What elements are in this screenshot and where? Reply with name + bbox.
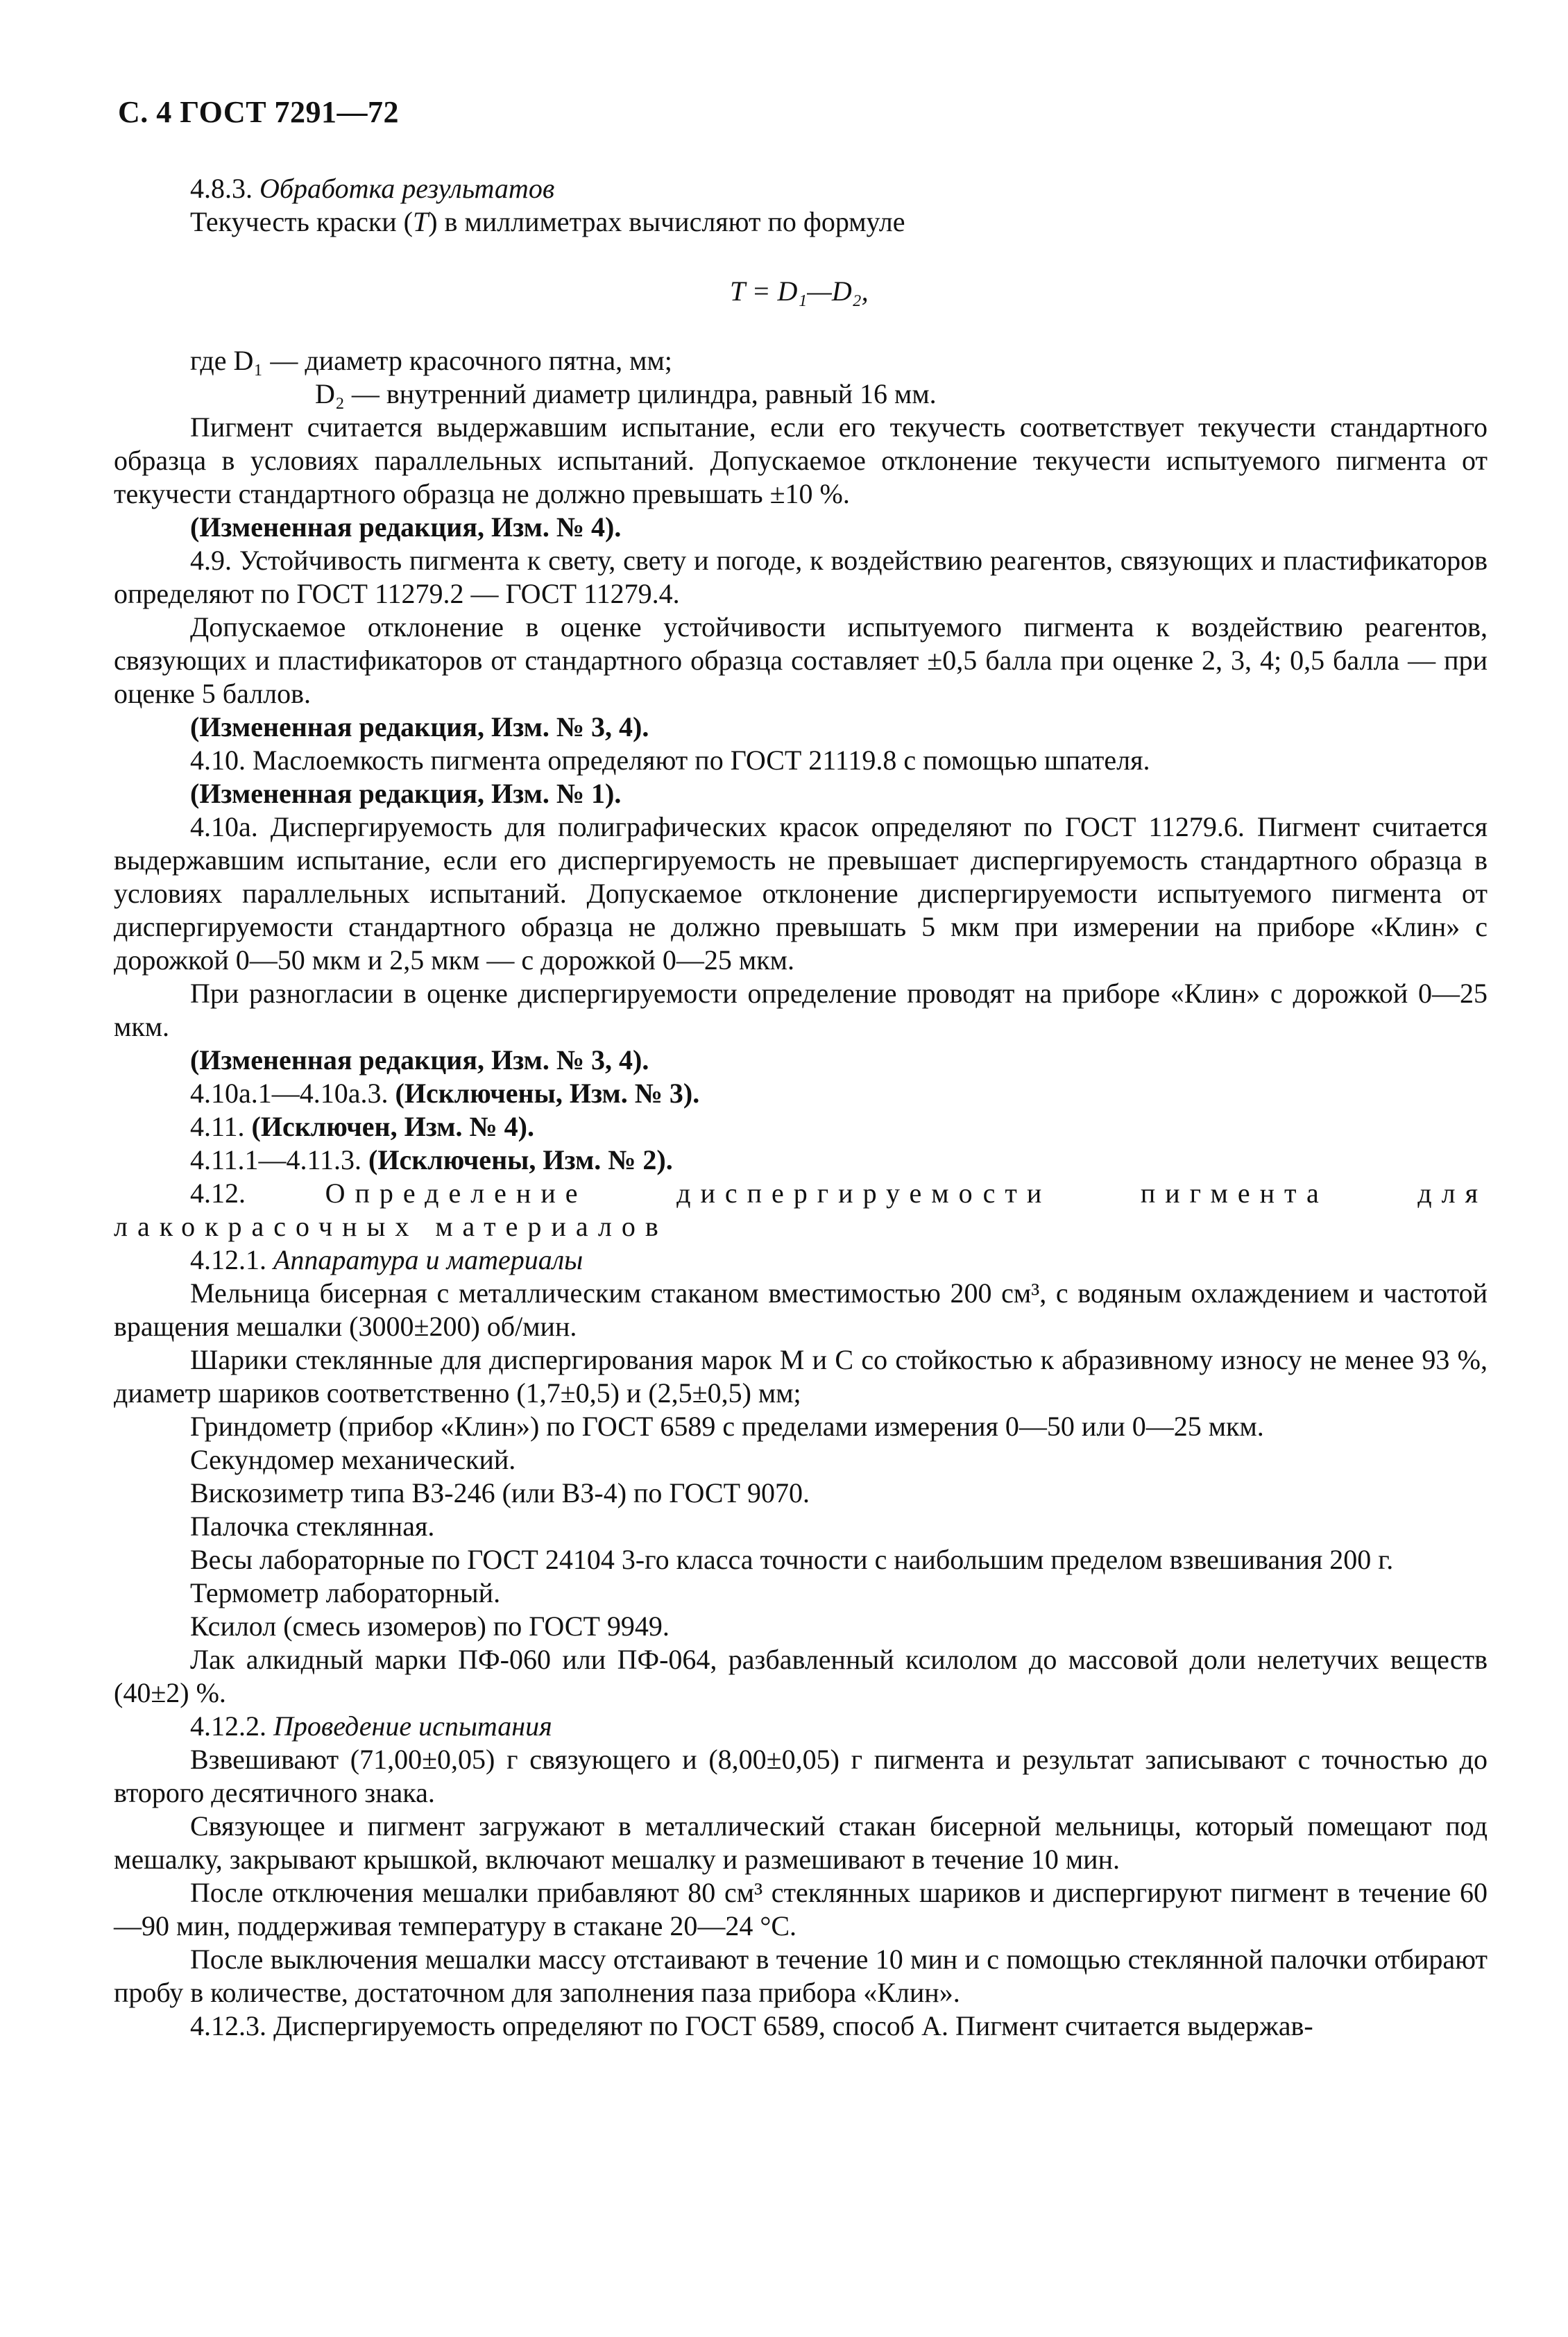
section-number: 4.12. [190, 1178, 246, 1209]
paragraph-4-11-1-excluded [114, 1144, 1488, 1177]
symbol-t: T [412, 206, 429, 237]
amendment-note: (Измененная редакция, Изм. № 4). [190, 511, 622, 543]
procedure-step: После отключения мешалки прибавляют 80 см³ стеклянных шариков и диспергируют пигмент в течение 60—90 мин, поддерживая температуру в стакане 20—24 °С. [114, 1877, 1488, 1941]
equipment-item: Лак алкидный марки ПФ-060 или ПФ-064, разбавленный ксилолом до массовой доли нелетучих веществ (40±2) %. [114, 1644, 1488, 1708]
procedure-step: Взвешивают (71,00±0,05) г связующего и (8,00±0,05) г пигмента и результат записывают с точностью до второго десятичного знака. [114, 1744, 1488, 1808]
excluded-note: (Исключены, Изм. № 2). [368, 1144, 673, 1175]
section-number: 4.11.1—4.11.3. [190, 1144, 362, 1175]
paragraph-4-10a-dispute: При разногласии в оценке диспергируемости определение проводят на приборе «Клин» с дорожкой 0—25 мкм. [114, 978, 1488, 1042]
equipment-item: Вискозиметр типа ВЗ-246 (или ВЗ-4) по ГОСТ 9070. [190, 1477, 810, 1509]
equipment-item: Шарики стеклянные для диспергирования марок М и С со стойкостью к абразивному износу не менее 93 %, диаметр шариков соответственно (1,7±0,5) и (2,5±0,5) мм; [114, 1344, 1488, 1409]
document-body [114, 172, 1488, 2043]
section-title: Аппаратура и материалы [273, 1244, 583, 1275]
text-fragment: ) в миллиметрах вычисляют по формуле [428, 206, 905, 237]
paragraph-4-9-tolerance: Допускаемое отклонение в оценке устойчивости испытуемого пигмента к воздействию реагентов, связующих и пластификаторов от стандартного образца составляет ±0,5 балла при оценке 2, 3, 4; 0,5 балла — при оценке 5 баллов. [114, 611, 1488, 709]
section-4-8-3-heading [114, 172, 1488, 205]
equipment-item: Весы лабораторные по ГОСТ 24104 3-го класса точности с наибольшим пределом взвешивания 200 г. [190, 1544, 1394, 1575]
formula: T = D₁—D₂, [730, 275, 869, 307]
section-number: 4.10а.1—4.10а.3. [190, 1078, 389, 1109]
page-header: С. 4 ГОСТ 7291—72 [118, 95, 400, 129]
amendment-note: (Измененная редакция, Изм. № 3, 4). [190, 711, 649, 742]
amendment-note: (Измененная редакция, Изм. № 1). [190, 778, 622, 809]
section-title: Обработка результатов [259, 173, 555, 204]
section-4-12-1-heading [114, 1243, 1488, 1277]
section-number: 4.8.3. [190, 173, 253, 204]
section-number: 4.12.1. [190, 1244, 266, 1275]
paragraph-4-10a: 4.10а. Диспергируемость для полиграфических красок определяют по ГОСТ 11279.6. Пигмент считается выдержавшим испытание, если его диспергируемость не превышает диспергируемость стандартного образца в условиях параллельных испытаний. Допускаемое отклонение диспергируемости испытуемого пигмента от диспергируемости стандартного образца не должно превышать 5 мкм при измерении на приборе «Клин» с дорожкой 0—50 мкм и 2,5 мкм — с дорожкой 0—25 мкм. [114, 811, 1488, 976]
text-fragment: Текучесть краски ( [190, 206, 413, 237]
section-title: Проведение испытания [273, 1710, 552, 1742]
equipment-item: Термометр лабораторный. [190, 1577, 501, 1608]
formula-legend-d2: D₂ — внутренний диаметр цилиндра, равный 16 мм. [315, 378, 937, 409]
section-4-12-heading [114, 1177, 1488, 1243]
procedure-step: Связующее и пигмент загружают в металлический стакан бисерной мельницы, который помещают под мешалку, закрывают крышкой, включают мешалку и размешивают в течение 10 мин. [114, 1810, 1488, 1875]
procedure-step: 4.12.3. Диспергируемость определяют по ГОСТ 6589, способ А. Пигмент считается выдержав- [190, 2010, 1313, 2041]
section-number: 4.11. [190, 1111, 245, 1142]
equipment-item: Мельница бисерная с металлическим стаканом вместимостью 200 см³, с водяным охлаждением и частотой вращения мешалки (3000±200) об/мин. [114, 1277, 1488, 1342]
equipment-item: Палочка стеклянная. [190, 1511, 435, 1542]
formula-legend-d1: где D₁ — диаметр красочного пятна, мм; [190, 345, 672, 376]
paragraph-fluidity-intro [114, 205, 1488, 239]
equipment-item: Ксилол (смесь изомеров) по ГОСТ 9949. [190, 1611, 670, 1642]
paragraph-pigment-test: Пигмент считается выдержавшим испытание, если его текучесть соответствует текучести стандартного образца в условиях параллельных испытаний. Допускаемое отклонение текучести испытуемого пигмента от текучести стандартного образца не должно превышать ±10 %. [114, 411, 1488, 509]
spaced-section-title: Определение диспергируемости пигмента для лакокрасочных материалов [114, 1178, 1488, 1242]
equipment-item: Секундомер механический. [190, 1444, 516, 1475]
paragraph-4-9: 4.9. Устойчивость пигмента к свету, свету и погоде, к воздействию реагентов, связующих и пластификаторов определяют по ГОСТ 11279.2 — ГОСТ 11279.4. [114, 545, 1488, 609]
section-number: 4.12.2. [190, 1710, 266, 1742]
equipment-item: Гриндометр (прибор «Клин») по ГОСТ 6589 с пределами измерения 0—50 или 0—25 мкм. [190, 1411, 1264, 1442]
paragraph-4-10: 4.10. Маслоемкость пигмента определяют по ГОСТ 21119.8 с помощью шпателя. [190, 745, 1150, 776]
paragraph-4-11-excluded [114, 1110, 1488, 1144]
procedure-step: После выключения мешалки массу отстаивают в течение 10 мин и с помощью стеклянной палочки отбирают пробу в количестве, достаточном для заполнения паза прибора «Клин». [114, 1944, 1488, 2008]
excluded-note: (Исключены, Изм. № 3). [395, 1078, 700, 1109]
paragraph-4-10a-1-excluded [114, 1077, 1488, 1110]
section-4-12-2-heading [114, 1710, 1488, 1743]
amendment-note: (Измененная редакция, Изм. № 3, 4). [190, 1044, 649, 1076]
excluded-note: (Исключен, Изм. № 4). [251, 1111, 534, 1142]
